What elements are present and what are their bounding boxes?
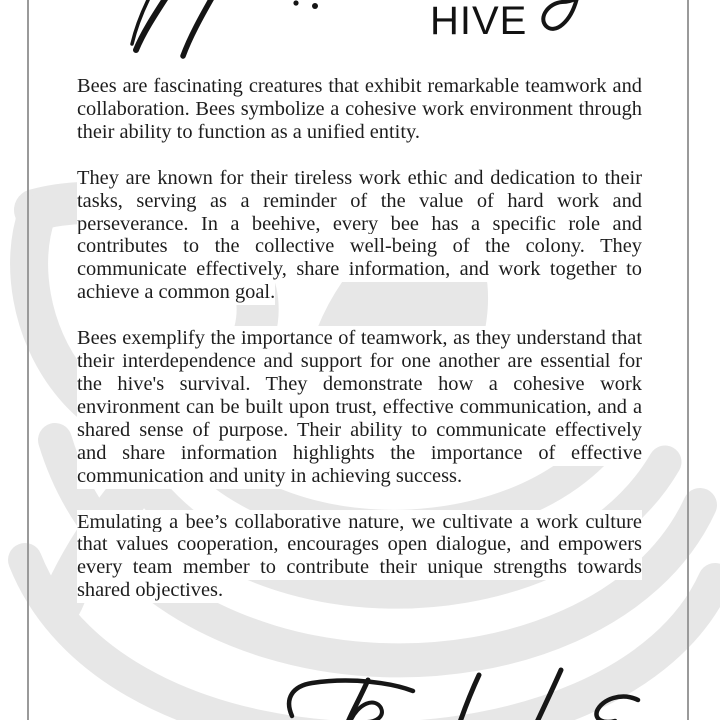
paragraph-1-text: Bees are fascinating creatures that exhibit remarkable teamwork and collaboration. Bees symbolize a cohesive work environment through their ability to function as a unified entity. [77, 75, 642, 143]
paragraph-2-text: They are known for their tireless work ethic and dedication to their tasks, serving as a reminder of the value of hard work and perseverance. In a beehive, every bee has a specific role and contributes to the collective well-being of the colony. They communicate effectively, share information, and work together to achieve a common goal. [77, 166, 642, 304]
page-title: HIVE [430, 0, 528, 43]
paragraph-4-text: Emulating a bee’s collaborative nature, we cultivate a work culture that values cooperation, encourages open dialogue, and empowers every team member to contribute their unique strengths towards shared objectives. [77, 510, 642, 602]
paragraph-3-text: Bees exemplify the importance of teamwork, as they understand that their interdependence and support for one another are essential for the hive's survival. They demonstrate how a cohesive work environment can be built upon trust, effective communication, and a shared sense of purpose. Their ability to communicate effectively and share information highlights the importance of effective communication and unity in achieving success. [77, 327, 642, 487]
page-border-left [27, 0, 29, 720]
page-border-right [687, 0, 689, 720]
